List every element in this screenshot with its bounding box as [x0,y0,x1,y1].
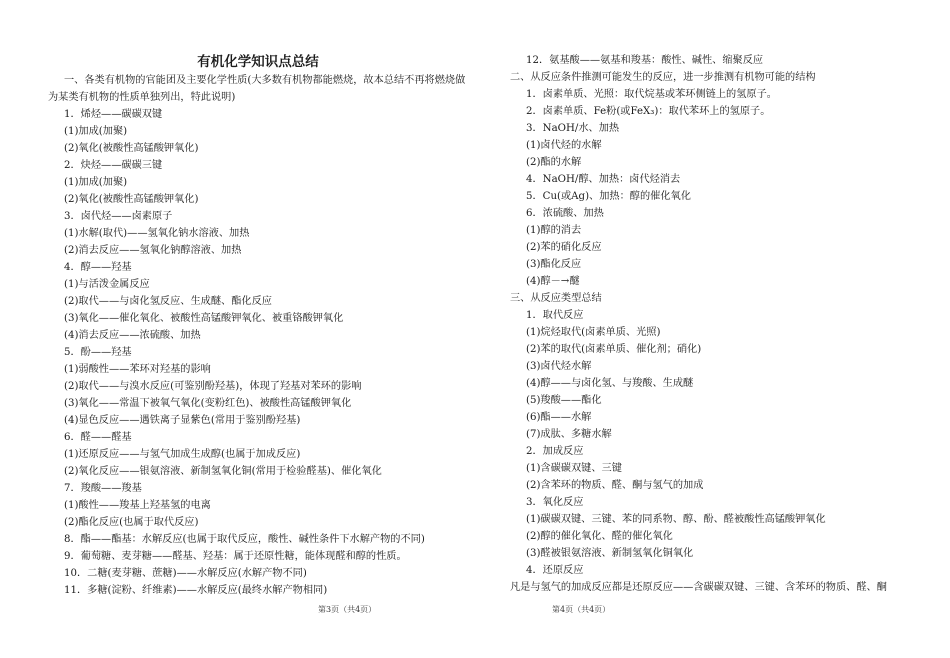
text-line: (2)氧化(被酸性高锰酸钾氧化) [64,143,199,154]
right-text-lines [510,52,910,596]
text-line: 4．醇——羟基 [64,262,132,273]
text-line: 3．氧化反应 [526,497,584,508]
text-line: (3)酯化反应 [526,259,582,270]
text-line: (1)卤代烃的水解 [526,140,602,151]
text-line: 3．NaOH/水、加热 [526,123,620,134]
text-line: (1)碳碳双键、三键、苯的同系物、醇、酚、醛被酸性高锰酸钾氧化 [526,514,826,525]
text-line: (1)还原反应——与氢气加成生成醇(也属于加成反应) [64,449,301,460]
text-line: 12．氨基酸——氨基和羧基：酸性、碱性、缩聚反应 [526,55,764,66]
text-line: 凡是与氢气的加成反应都是还原反应——含碳碳双键、三键、含苯环的物质、醛、酮 [510,582,887,593]
left-page-column [48,52,468,599]
text-line: 6．浓硫酸、加热 [526,208,604,219]
page-title: 有机化学知识点总结 [197,54,319,70]
text-line: (3)氧化——常温下被氧气氧化(变粉红色)、被酸性高锰酸钾氧化 [64,398,352,409]
text-line: (4)醇——与卤化氢、与羧酸、生成醚 [526,378,694,389]
text-line: (4)消去反应——浓硫酸、加热 [64,330,201,341]
text-line: (1)加成(加聚) [64,126,128,137]
text-line: (2)含苯环的物质、醛、酮与氢气的加成 [526,480,704,491]
text-line: (2)酯的水解 [526,157,582,168]
text-line: 2．炔烃——碳碳三键 [64,160,163,171]
text-line: (2)醇的催化氧化、醛的催化氧化 [526,531,673,542]
text-line: (2)氧化(被酸性高锰酸钾氧化) [64,194,199,205]
text-line: (1)水解(取代)——氢氧化钠水溶液、加热 [64,228,250,239]
text-line: 8．酯——酯基：水解反应(也属于取代反应，酸性、碱性条件下水解产物的不同) [64,534,425,545]
text-line: 三、从反应类型总结 [510,293,602,304]
text-line: (2)苯的硝化反应 [526,242,602,253]
text-line: 1．卤素单质、光照：取代烷基或苯环侧链上的氢原子。 [526,89,777,100]
text-line: 10．二糖(麦芽糖、蔗糖)——水解反应(水解产物不同) [64,568,307,579]
left-text-lines [48,106,468,599]
text-line: (2)取代——与卤化氢反应、生成醚、酯化反应 [64,296,272,307]
text-line: (3)醛被银氨溶液、新制氢氧化铜氧化 [526,548,694,559]
text-line: (6)酯——水解 [526,412,592,423]
text-line: 1．取代反应 [526,310,584,321]
text-line: 5．酚——羟基 [64,347,132,358]
text-line: (1)弱酸性——苯环对羟基的影响 [64,364,211,375]
text-line: 7．羧酸——羧基 [64,483,142,494]
text-line: (2)取代——与溴水反应(可鉴别酚羟基)，体现了羟基对苯环的影响 [64,381,362,392]
page-footer-right: 第4页（共4页） [552,605,611,614]
text-line: (1)酸性——羧基上羟基氢的电离 [64,500,211,511]
text-line: (2)酯化反应(也属于取代反应) [64,517,199,528]
right-page-column [510,52,910,596]
text-line: 11．多糖(淀粉、纤维素)——水解反应(最终水解产物相同) [64,585,328,596]
text-line: 6．醛——醛基 [64,432,132,443]
text-line: (5)羧酸——酯化 [526,395,602,406]
text-line: (2)苯的取代(卤素单质、催化剂；硝化) [526,344,702,355]
text-line: (1)含碳碳双键、三键 [526,463,622,474]
text-line: 3．卤代烃——卤素原子 [64,211,173,222]
text-line: 4．NaOH/醇、加热：卤代烃消去 [526,174,681,185]
text-line: (3)卤代烃水解 [526,361,592,372]
text-line: (1)与活泼金属反应 [64,279,150,290]
text-line: (4)显色反应——遇铁离子显紫色(常用于鉴别酚羟基) [64,415,301,426]
text-line: 4．还原反应 [526,565,584,576]
text-line: 9．葡萄糖、麦芽糖——醛基、羟基：属于还原性糖，能体现醛和醇的性质。 [64,551,407,562]
text-line: (2)消去反应——氢氧化钠醇溶液、加热 [64,245,242,256]
page-footer-left: 第3页（共4页） [318,605,377,614]
text-line: (2)氧化反应——银氨溶液、新制氢氧化铜(常用于检验醛基)、催化氧化 [64,466,382,477]
text-line: (7)成肽、多糖水解 [526,429,612,440]
intro-paragraph: 一、各类有机物的官能团及主要化学性质(大多数有机物都能燃烧，故本总结不再将燃烧做为某类有机物的性质单独列出，特此说明) [48,75,466,103]
text-line: (1)醇的消去 [526,225,582,236]
text-line: (3)氧化——催化氧化、被酸性高锰酸钾氧化、被重铬酸钾氧化 [64,313,344,324]
text-line: (1)烷烃取代(卤素单质、光照) [526,327,661,338]
text-line: 1．烯烃——碳碳双键 [64,109,163,120]
text-line: (4)醇－→醚 [526,276,580,287]
text-line: 2．卤素单质、Fe粉(或FeX₃)：取代苯环上的氢原子。 [526,106,771,117]
text-line: 2．加成反应 [526,446,584,457]
text-line: 5．Cu(或Ag)、加热：醇的催化氧化 [526,191,691,202]
text-line: 二、从反应条件推测可能发生的反应，进一步推测有机物可能的结构 [510,72,816,83]
text-line: (1)加成(加聚) [64,177,128,188]
